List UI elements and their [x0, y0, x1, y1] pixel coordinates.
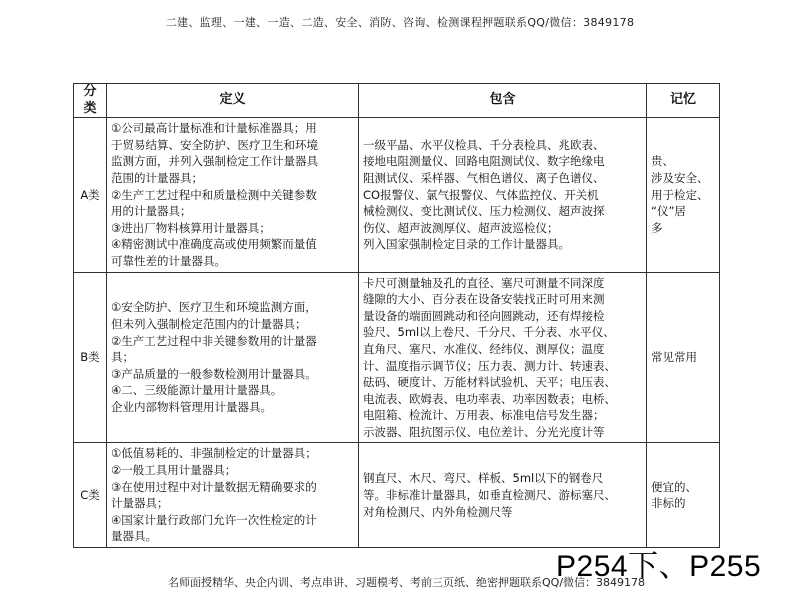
contents-line: 量设备的端面圆跳动和径向圆跳动，还有焊接检: [363, 308, 605, 323]
category-cell: B类: [74, 272, 107, 443]
table-row: [74, 118, 720, 272]
memo-line: 便宜的、: [651, 479, 697, 494]
contents-line: 电阻箱、检流计、万用表、标准电信号发生器；: [363, 408, 605, 423]
header-category-line: 类: [83, 100, 97, 116]
definition-line: ②生产工艺过程中非关键参数用的计量器: [111, 333, 317, 348]
contents-line: 缝隙的大小、百分表在设备安装找正时可用来测: [363, 292, 605, 307]
contents-line: 直角尺、塞尺、水准仪、经纬仪、测厚仪；温度: [363, 341, 605, 356]
table-row: [74, 443, 720, 548]
header-category: [74, 84, 107, 118]
contents-line: 接地电阻测量仪、回路电阻测试仪、数字绝缘电: [363, 154, 605, 169]
definition-line: 计量器具；: [111, 496, 169, 511]
table-row: [74, 272, 720, 443]
definition-line: ③在使用过程中对计量数据无精确要求的: [111, 479, 317, 494]
contents-line: 钢直尺、木尺、弯尺、样板、5ml以下的钢卷尺: [363, 471, 604, 486]
definition-line: 用的计量器具；: [111, 204, 192, 219]
definition-line: 具；: [111, 350, 134, 365]
header-contents: 包含: [359, 84, 647, 118]
contents-line: 砝码、硬度计、万能材料试验机、天平；电压表、: [363, 375, 616, 390]
definition-line: ③产品质量的一般参数检测用计量器具。: [111, 366, 317, 381]
definition-line: ③进出厂物料核算用计量器具；: [111, 220, 271, 235]
memo-line: 非标的: [651, 496, 686, 511]
definition-cell: [107, 118, 359, 272]
header-definition: 定义: [107, 84, 359, 118]
definition-line: 但未列入强制检定范围内的计量器具；: [111, 317, 307, 332]
contents-line: 阻测试仪、采样器、气相色谱仪、离子色谱仪、: [363, 170, 605, 185]
contents-line: 计、温度指示调节仪；压力表、测力计、转速表、: [363, 358, 616, 373]
classification-table: [73, 83, 720, 548]
category-cell: A类: [74, 118, 107, 272]
contents-cell: [359, 272, 647, 443]
definition-line: 于贸易结算、安全防护、医疗卫生和环境: [111, 137, 318, 152]
contents-line: CO报警仪、氯气报警仪、气体监控仪、开关机: [363, 187, 599, 202]
definition-line: ④国家计量行政部门允许一次性检定的计: [111, 512, 317, 527]
definition-line: 监测方面，并列入强制检定工作计量器具: [111, 154, 318, 169]
definition-cell: [107, 443, 359, 548]
definition-cell: [107, 272, 359, 443]
memo-line: 多: [651, 220, 663, 235]
header-memo: 记忆: [647, 84, 720, 118]
header-contact-note: 二建、监理、一建、一造、二造、安全、消防、咨询、检测课程押题联系QQ/微信：3849178: [165, 16, 635, 29]
definition-line: ④精密测试中准确度高或使用频繁而量值: [111, 237, 317, 252]
definition-line: ②一般工具用计量器具；: [111, 463, 237, 478]
category-cell: C类: [74, 443, 107, 548]
definition-line: 量器具。: [111, 529, 157, 544]
contents-line: 列入国家强制检定目录的工作计量器具。: [363, 237, 570, 252]
memo-cell: [647, 272, 720, 443]
memo-cell: [647, 118, 720, 272]
definition-line: ①低值易耗的、非强制检定的计量器具；: [111, 446, 317, 461]
definition-line: 企业内部物料管理用计量器具。: [111, 399, 272, 414]
contents-line: 械检测仪、变比测试仪、压力检测仪、超声波探: [363, 204, 605, 219]
footer-contact-note: 名师面授精华、央企内训、考点串讲、习题模考、考前三页纸、绝密押题联系QQ/微信：3849178: [168, 576, 646, 589]
contents-line: 电流表、欧姆表、电功率表、功率因数表；电桥、: [363, 391, 616, 406]
contents-line: 对角检测尺、内外角检测尺等: [363, 504, 513, 519]
contents-line: 卡尺可测量轴及孔的直径、塞尺可测量不同深度: [363, 275, 605, 290]
definition-line: ①安全防护、医疗卫生和环境监测方面，: [111, 300, 317, 315]
definition-line: 范围的计量器具；: [111, 170, 203, 185]
table-header-row: [74, 84, 720, 118]
contents-line: 等。非标准计量器具，如垂直检测尺、游标塞尺、: [363, 487, 616, 502]
memo-line: 用于检定、: [651, 187, 709, 202]
memo-line: 涉及安全、: [651, 170, 709, 185]
definition-line: ④二、三级能源计量用计量器具。: [111, 383, 283, 398]
contents-line: 示波器、阻抗图示仪、电位差计、分光光度计等: [363, 424, 605, 439]
contents-line: 一级平晶、水平仪检具、千分表检具、兆欧表、: [363, 137, 605, 152]
definition-line: 可靠性差的计量器具。: [111, 253, 226, 268]
page-reference: P254下、P255: [556, 550, 762, 583]
memo-line: “仪”居: [651, 204, 686, 219]
memo-line: 常见常用: [651, 350, 697, 365]
memo-line: 贵、: [651, 154, 674, 169]
contents-line: 伤仪、超声波测厚仪、超声波巡检仪；: [363, 220, 559, 235]
header-category-line: 分: [83, 84, 97, 99]
contents-cell: [359, 443, 647, 548]
definition-line: ②生产工艺过程中和质量检测中关键参数: [111, 187, 317, 202]
memo-cell: [647, 443, 720, 548]
contents-cell: [359, 118, 647, 272]
definition-line: ①公司最高计量标准和计量标准器具；用: [111, 121, 317, 136]
contents-line: 验尺、5ml以上卷尺、千分尺、千分表、水平仪、: [363, 325, 615, 340]
